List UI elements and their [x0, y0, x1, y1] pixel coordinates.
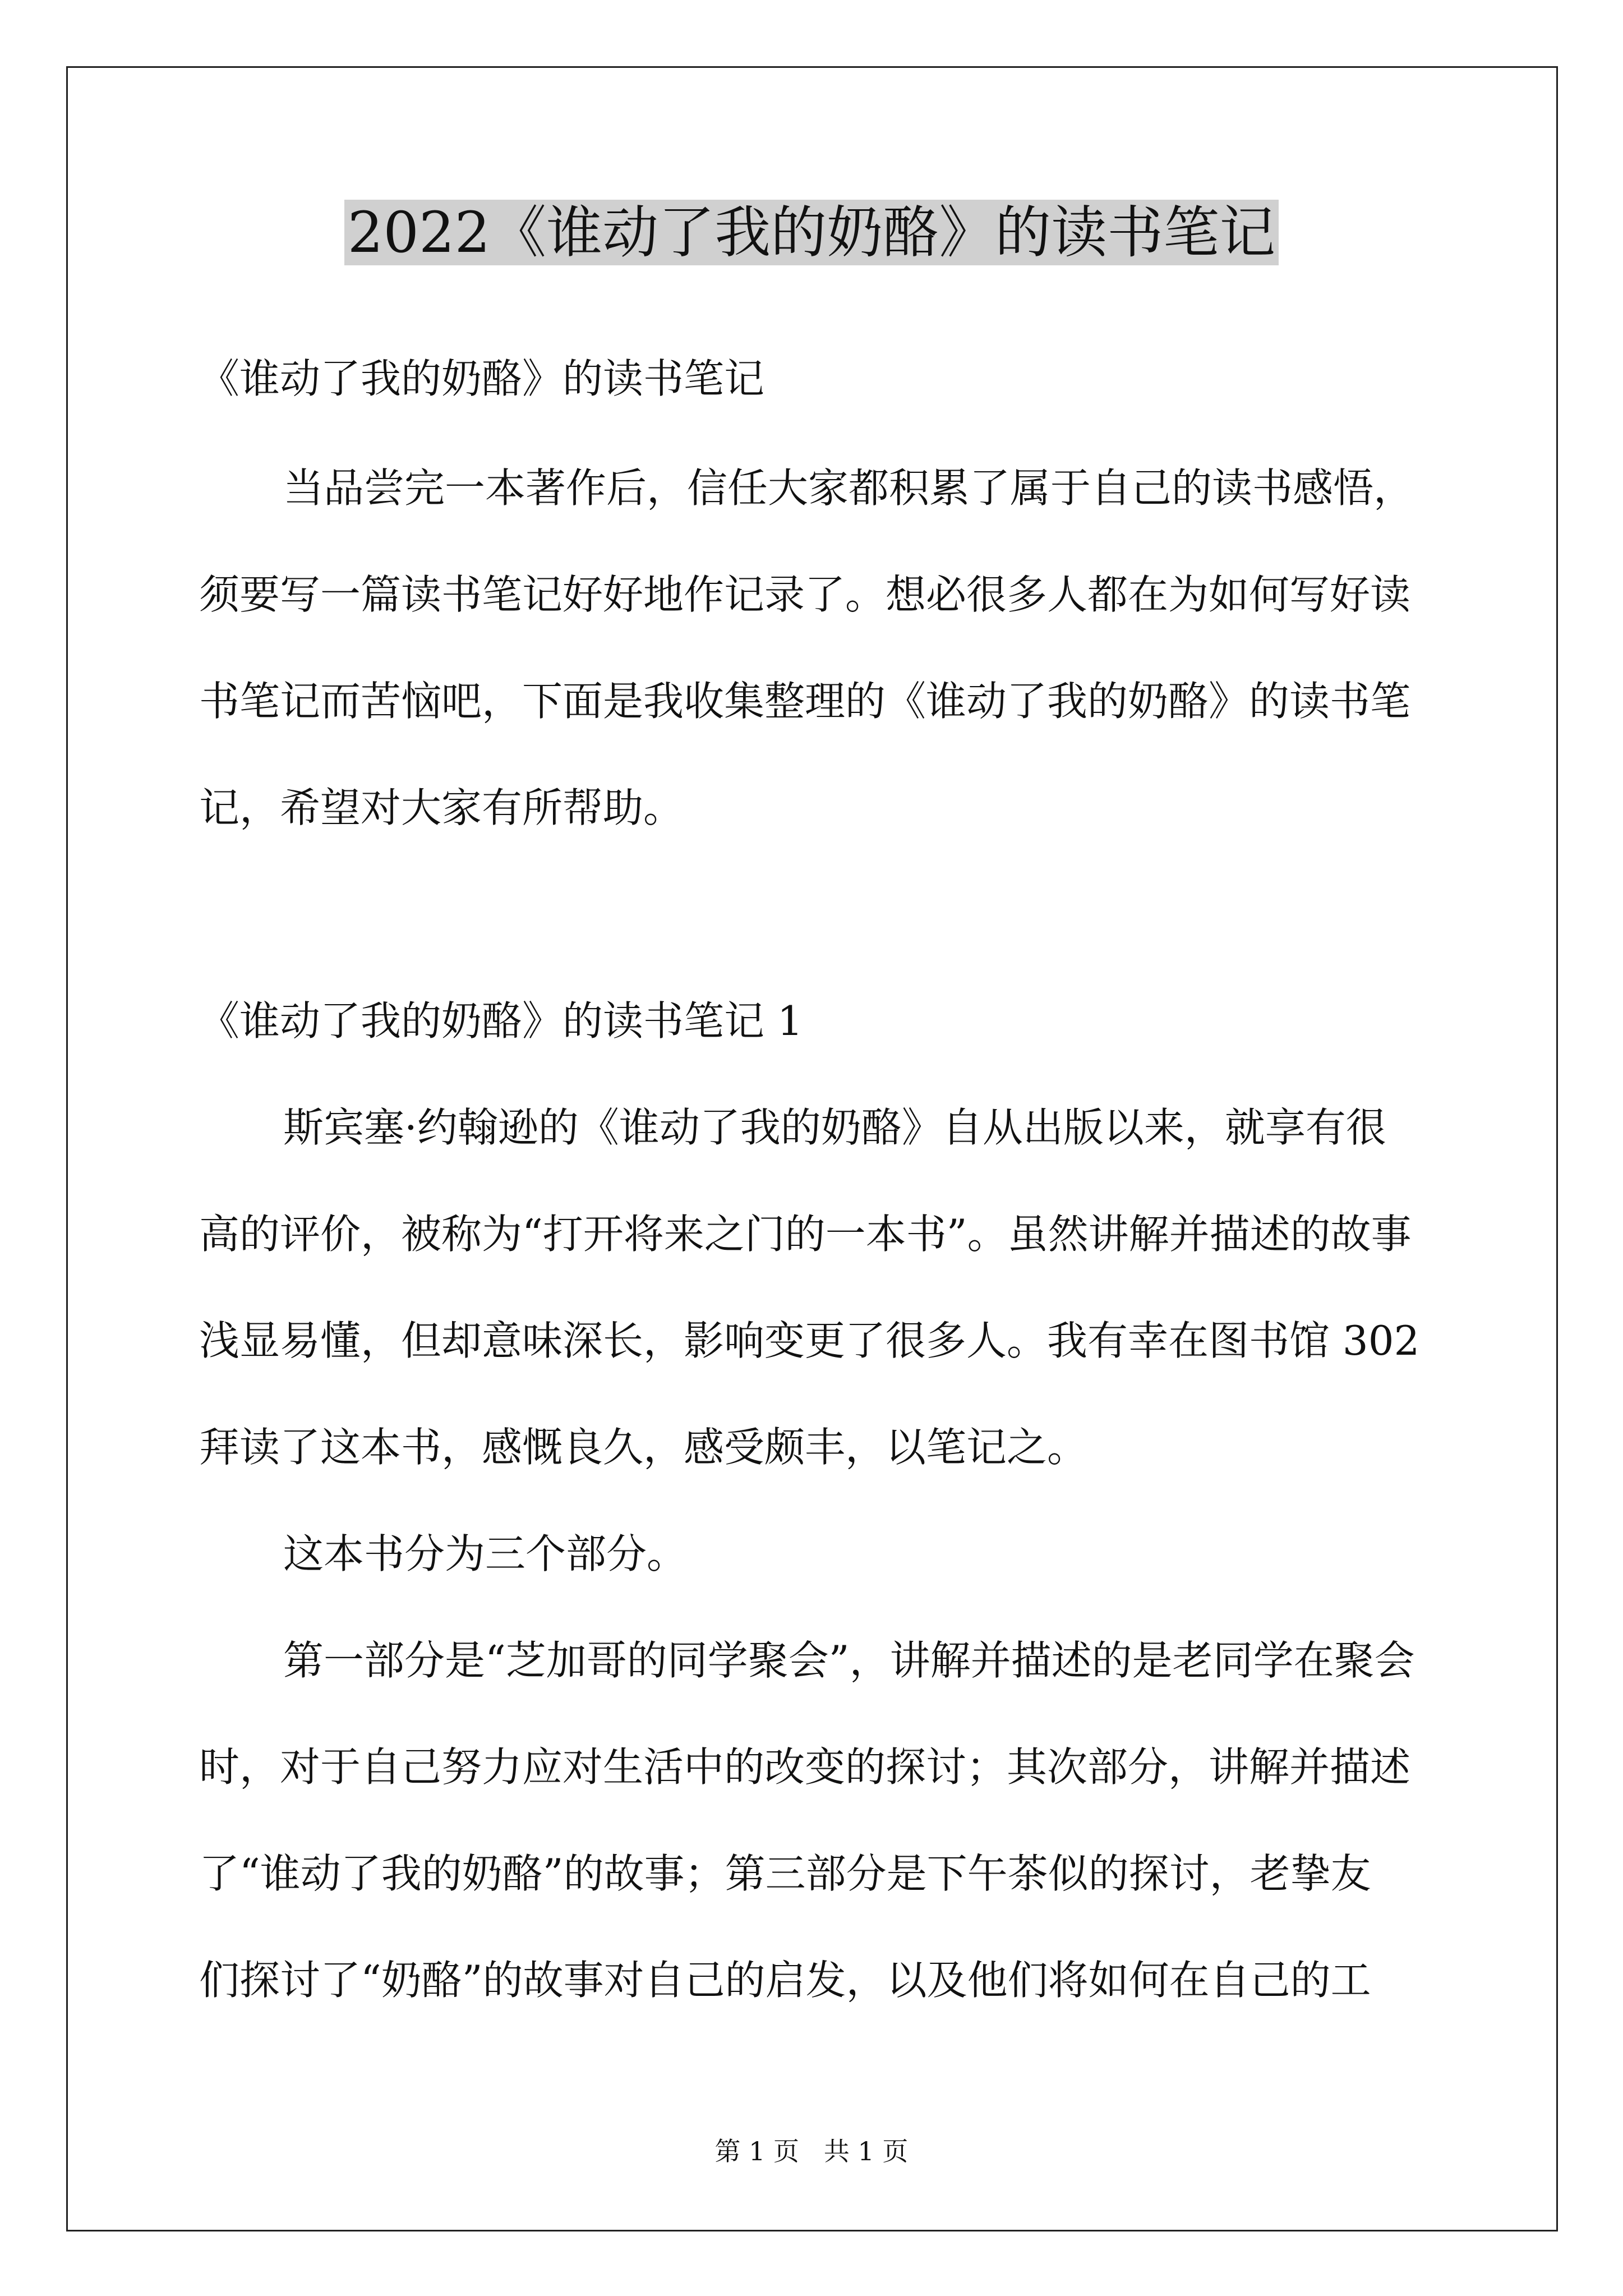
document-title: [0, 191, 1623, 275]
intro-line: 须要写一篇读书笔记好好地作记录了。想必很多人都在为如何写好读: [199, 571, 1411, 618]
intro-line: 书笔记而苦恼吧，下面是我收集整理的《谁动了我的奶酪》的读书笔: [199, 678, 1411, 725]
paragraph-line: 拜读了这本书，感慨良久，感受颇丰，以笔记之。: [199, 1424, 1088, 1471]
paragraph-line: 高的评价，被称为“打开将来之门的一本书”。虽然讲解并描述的故事: [199, 1211, 1412, 1258]
document-title-text: 2022《谁动了我的奶酪》的读书笔记: [344, 200, 1279, 265]
paragraph-line: 斯宾塞·约翰逊的《谁动了我的奶酪》自从出版以来，就享有很: [283, 1104, 1386, 1151]
page-number-footer: 第 1 页 共 1 页: [714, 2136, 909, 2166]
paragraph-line: 了“谁动了我的奶酪”的故事；第三部分是下午茶似的探讨，老挚友: [199, 1850, 1371, 1897]
note1-heading: 《谁动了我的奶酪》的读书笔记 1: [199, 997, 803, 1045]
intro-line: 记，希望对大家有所帮助。: [199, 784, 684, 831]
intro-line: 当品尝完一本著作后，信任大家都积累了属于自己的读书感悟，: [283, 464, 1414, 512]
paragraph-line: 浅显易懂，但却意味深长，影响变更了很多人。我有幸在图书馆 302: [199, 1317, 1420, 1364]
paragraph-line: 这本书分为三个部分。: [283, 1530, 688, 1577]
paragraph-line: 们探讨了“奶酪”的故事对自己的启发，以及他们将如何在自己的工: [199, 1957, 1371, 2004]
intro-heading: 《谁动了我的奶酪》的读书笔记: [199, 355, 765, 402]
paragraph-line: 时，对于自己努力应对生活中的改变的探讨；其次部分，讲解并描述: [199, 1743, 1411, 1791]
paragraph-line: 第一部分是“芝加哥的同学聚会”，讲解并描述的是老同学在聚会: [283, 1637, 1415, 1684]
